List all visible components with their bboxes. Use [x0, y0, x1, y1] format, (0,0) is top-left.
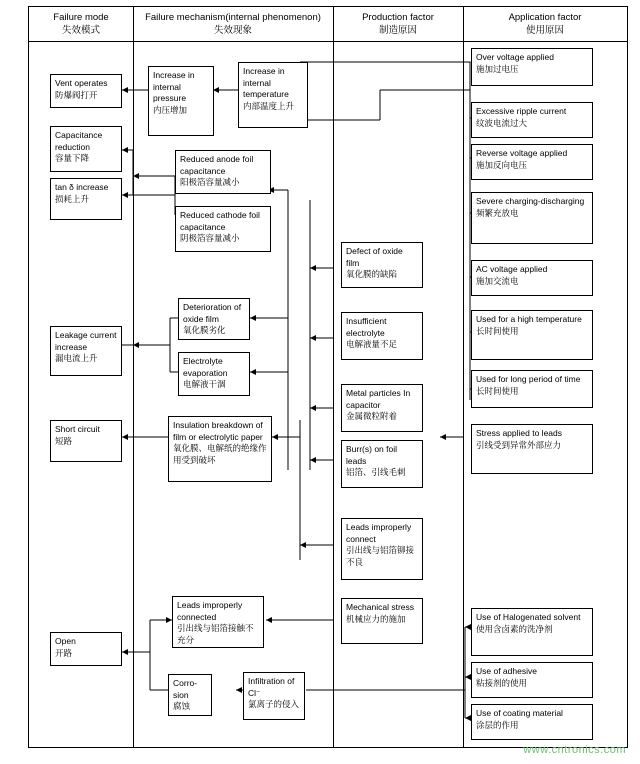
column-header-failure-mechanism-en: Failure mechanism(internal phenomenon)	[145, 12, 321, 23]
box-excessive-ripple-current: Excessive ripple current 纹波电流过大	[471, 102, 593, 138]
box-tan-delta-increase: tan δ increase 损耗上升	[50, 178, 122, 220]
box-capacitance-reduction: Capacitance reduction 容量下降	[50, 126, 122, 172]
box-use-coating-material: Use of coating material 涂层的作用	[471, 704, 593, 740]
column-divider-2	[333, 6, 334, 748]
box-increase-internal-pressure: Increase in internal pressure 内压增加	[148, 66, 214, 136]
column-header-failure-mechanism-cn: 失效现象	[213, 25, 252, 36]
box-burr-on-foil-leads: Burr(s) on foil leads 铝箔、引线毛刺	[341, 440, 423, 488]
box-corrosion: Corro-sion 腐蚀	[168, 674, 212, 716]
box-open: Open 开路	[50, 632, 122, 666]
box-reduced-cathode-foil-capacitance: Reduced cathode foil capacitance 阴极箔容量减小	[175, 206, 271, 252]
box-severe-charging-discharging: Severe charging-discharging 频繁充放电	[471, 192, 593, 244]
box-over-voltage-applied: Over voltage applied 施加过电压	[471, 48, 593, 86]
box-use-adhesive: Use of adhesive 粘接剂的使用	[471, 662, 593, 698]
box-reduced-anode-foil-capacitance: Reduced anode foil capacitance 阳极箔容量减小	[175, 150, 271, 194]
box-infiltration-of-cl: Infiltration of Cl⁻ 氯离子的侵入	[243, 672, 305, 720]
box-reverse-voltage-applied: Reverse voltage applied 施加反向电压	[471, 144, 593, 180]
box-stress-applied-to-leads: Stress applied to leads 引线受到异常外部应力	[471, 424, 593, 474]
box-increase-internal-temperature: Increase in internal temperature 内部温度上升	[238, 62, 308, 128]
box-used-long-period: Used for long period of time 长时间使用	[471, 370, 593, 408]
box-insulation-breakdown: Insulation breakdown of film or electrolytic paper 氧化膜、电解纸的绝缘作用受到破坏	[168, 416, 272, 482]
box-defect-of-oxide-film: Defect of oxide film 氧化膜的缺陷	[341, 242, 423, 288]
column-header-application-factor-cn: 使用原因	[525, 25, 564, 36]
column-header-application-factor	[465, 11, 625, 37]
box-leakage-current-increase: Leakage current increase 漏电流上升	[50, 326, 122, 376]
column-header-failure-mechanism	[135, 11, 331, 37]
box-mechanical-stress: Mechanical stress 机械应力的施加	[341, 598, 423, 644]
box-use-halogenated-solvent: Use of Halogenated solvent 使用含卤素的洗净剂	[471, 608, 593, 656]
column-header-production-factor-cn: 制造原因	[378, 25, 417, 36]
watermark: www.cntronics.com	[523, 744, 626, 756]
column-header-failure-mode	[30, 11, 132, 37]
box-vent-operates: Vent operates 防爆阀打开	[50, 74, 122, 108]
box-short-circuit: Short circuit 短路	[50, 420, 122, 462]
column-header-production-factor-en: Production factor	[362, 12, 434, 23]
box-leads-improperly-connected: Leads improperly connected 引出线与铝箔接触不充分	[172, 596, 264, 648]
column-header-failure-mode-en: Failure mode	[53, 12, 109, 23]
column-header-failure-mode-cn: 失效模式	[61, 25, 100, 36]
box-metal-particles: Metal particles In capacitor 金属微粒附着	[341, 384, 423, 432]
header-divider	[28, 41, 628, 42]
box-deterioration-oxide-film: Deterioration of oxide film 氧化膜劣化	[178, 298, 250, 340]
box-electrolyte-evaporation: Electrolyte evaporation 电解液干涸	[178, 352, 250, 396]
column-divider-3	[463, 6, 464, 748]
box-leads-improperly-connect: Leads improperly connect 引出线与铝箔铆接不良	[341, 518, 423, 580]
box-used-high-temperature: Used for a high temperature 长时间使用	[471, 310, 593, 360]
box-ac-voltage-applied: AC voltage applied 施加交流电	[471, 260, 593, 296]
column-header-production-factor	[335, 11, 461, 37]
column-divider-1	[133, 6, 134, 748]
box-insufficient-electrolyte: Insufficient electrolyte 电解液量不足	[341, 312, 423, 360]
column-header-application-factor-en: Application factor	[508, 12, 582, 23]
